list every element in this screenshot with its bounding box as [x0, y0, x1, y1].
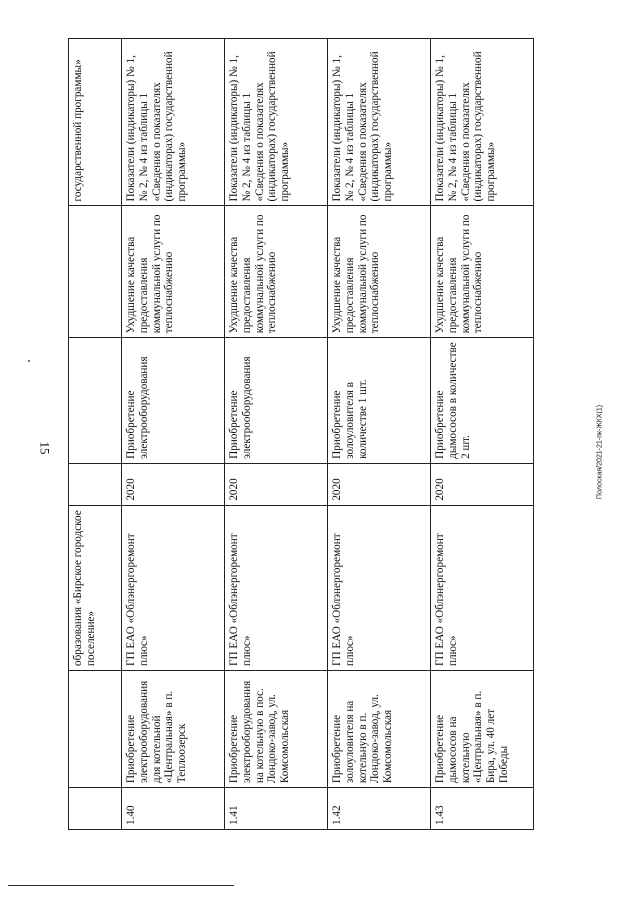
- cell-name: Приобретение электрооборудования на котельную в пос. Лондоко-завод, ул. Комсомольская: [225, 670, 328, 787]
- cell-action: Приобретение электрооборудования: [122, 338, 225, 464]
- cell-consequence: Ухудшение качества предоставления коммунальной услуги по теплоснабжению: [225, 206, 328, 338]
- table-row-continuation: [69, 39, 122, 830]
- table-row: [122, 39, 225, 830]
- cell-num: 1.42: [328, 788, 431, 830]
- cell-executor: ГП ЕАО «Облэнергоремонт плюс»: [122, 505, 225, 670]
- cell-consequence: [69, 206, 122, 338]
- cell-action: Приобретение золоуловителя в количестве 1 шт.: [328, 338, 431, 464]
- cell-name: Приобретение электрооборудования для котельной «Центральная» в п. Теплоозерск: [122, 670, 225, 787]
- table-row: [225, 39, 328, 830]
- cell-name: [69, 670, 122, 787]
- cell-num: 1.43: [431, 788, 534, 830]
- cell-year: 2020: [122, 463, 225, 505]
- cell-year: 2020: [431, 463, 534, 505]
- cell-action: Приобретение электрооборудования: [225, 338, 328, 464]
- cell-executor: образования «Бирское городское поселение»: [69, 505, 122, 670]
- cell-consequence: Ухудшение качества предоставления коммунальной услуги по теплоснабжению: [328, 206, 431, 338]
- cell-consequence: Ухудшение качества предоставления коммунальной услуги по теплоснабжению: [122, 206, 225, 338]
- cell-num: 1.41: [225, 788, 328, 830]
- cell-indicators: Показатели (индикаторы) № 1, № 2, № 4 из таблицы 1 «Сведения о показателях (индикаторах) государственной программы»: [225, 39, 328, 206]
- cell-year: 2020: [225, 463, 328, 505]
- cell-indicators: Показатели (индикаторы) № 1, № 2, № 4 из таблицы 1 «Сведения о показателях (индикаторах) государственной программы»: [431, 39, 534, 206]
- cell-num: 1.40: [122, 788, 225, 830]
- cell-executor: ГП ЕАО «Облэнергоремонт плюс»: [431, 505, 534, 670]
- table-row: [431, 39, 534, 830]
- cell-action: Приобретение дымососов в количестве 2 шт.: [431, 338, 534, 464]
- table-row: [328, 39, 431, 830]
- cell-num: [69, 788, 122, 830]
- cell-name: Приобретение дымососов на котельную «Центральная» в п. Бира, ул. 40 лет Победы: [431, 670, 534, 787]
- cell-name: Приобретение золоуловителя на котельную в п. Лондоко-завод, ул. Комсомольская: [328, 670, 431, 787]
- cell-action: [69, 338, 122, 464]
- page-number: 15: [37, 441, 53, 455]
- footnote-divider: [8, 885, 234, 886]
- footer-document-code: Полоская/2021-21-пк-ЖКХ(1): [596, 404, 604, 500]
- cell-executor: ГП ЕАО «Облэнергоремонт плюс»: [225, 505, 328, 670]
- scan-speck: [28, 360, 30, 362]
- rotated-table-container: [68, 38, 516, 830]
- cell-executor: ГП ЕАО «Облэнергоремонт плюс»: [328, 505, 431, 670]
- cell-year: [69, 463, 122, 505]
- program-table: [68, 38, 534, 830]
- cell-consequence: Ухудшение качества предоставления коммунальной услуги по теплоснабжению: [431, 206, 534, 338]
- cell-indicators: Показатели (индикаторы) № 1, № 2, № 4 из таблицы 1 «Сведения о показателях (индикаторах) государственной программы»: [122, 39, 225, 206]
- cell-year: 2020: [328, 463, 431, 505]
- cell-indicators: государственной программы»: [69, 39, 122, 206]
- cell-indicators: Показатели (индикаторы) № 1, № 2, № 4 из таблицы 1 «Сведения о показателях (индикаторах) государственной программы»: [328, 39, 431, 206]
